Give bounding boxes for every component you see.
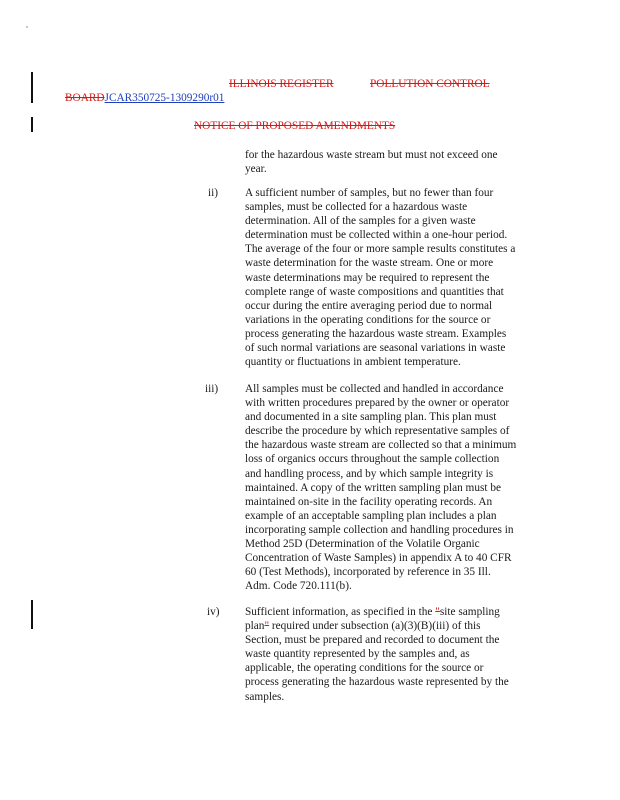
paragraph-number: iv)	[207, 606, 220, 618]
text-line: applicable, the operating conditions for the source or	[245, 662, 484, 675]
notice-title: NOTICE OF PROPOSED AMENDMENTS	[194, 120, 396, 132]
text-line: Adm. Code 720.111(b).	[245, 580, 352, 593]
text-line: waste quantity represented by the samples and, as	[245, 648, 470, 661]
text-line: and documented in a site sampling plan. This plan must	[245, 411, 497, 424]
paragraph-iii	[245, 382, 516, 593]
change-bar	[31, 117, 33, 132]
text-line: and handling process, and by which sample integrity is	[245, 467, 494, 480]
agency-code-line	[65, 91, 224, 105]
text-line: process generating the hazardous waste represented by the	[245, 676, 509, 689]
text-line: quantity or fluctuations in ambient temperature.	[245, 356, 461, 369]
text-line: for the hazardous waste stream but must not exceed one	[245, 149, 498, 161]
text-line: maintained. A copy of the written sampling plan must be	[245, 481, 502, 494]
text-line: complete range of waste compositions and quantities that	[245, 285, 504, 298]
notice-header	[194, 119, 395, 133]
text-line: waste determinations may be required to represent the	[245, 271, 490, 284]
text-line: 60 (Test Methods), incorporated by reference in 35 Ill.	[245, 566, 491, 579]
document-code: JCAR350725-1309290r01	[104, 92, 225, 104]
paragraph-number: ii)	[208, 187, 219, 199]
agency-header	[370, 77, 490, 91]
text-line: loss of organics occurs throughout the sample collection	[245, 453, 500, 466]
text-line: year.	[245, 163, 267, 176]
register-header	[229, 77, 334, 91]
text-line: incorporating sample collection and handling procedures in	[245, 523, 514, 536]
paragraph-iv	[245, 605, 509, 704]
text-line: samples, must be collected for a hazardous waste	[245, 201, 468, 214]
text-line: describe the procedure by which representative samples of	[245, 425, 510, 438]
text-line: A sufficient number of samples, but no fewer than four	[245, 187, 494, 199]
text-line: occur during the entire averaging period due to normal	[245, 299, 493, 312]
register-title: ILLINOIS REGISTER	[229, 78, 334, 90]
lead-paragraph	[245, 148, 498, 176]
deleted-quote-mark: "	[435, 606, 440, 618]
deleted-quote-mark: "	[264, 620, 270, 633]
text-line: with written procedures prepared by the owner or operator	[245, 397, 510, 410]
text-line	[245, 619, 509, 633]
text-line: All samples must be collected and handled in accordance	[245, 383, 504, 395]
text-line: waste determination for the waste stream. One or more	[245, 257, 494, 270]
text-line: process generating the hazardous waste stream. Examples	[245, 327, 507, 340]
change-bar	[31, 72, 33, 103]
scan-speck	[26, 26, 28, 28]
text-line: Section, must be prepared and recorded to document the	[245, 634, 500, 647]
text-fragment: plan	[245, 620, 265, 633]
agency-title: POLLUTION CONTROL	[370, 78, 490, 90]
text-line: of such normal variations are seasonal variations in waste	[245, 342, 506, 355]
text-fragment: site sampling	[439, 606, 500, 618]
text-line: Concentration of Waste Samples) in appendix A to 40 CFR	[245, 552, 512, 565]
text-line: maintained on-site in the facility operating records. An	[245, 495, 493, 508]
agency-board-deleted: BOARD	[65, 92, 105, 104]
text-line: example of an acceptable sampling plan includes a plan	[245, 509, 497, 522]
text-line: determination. All of the samples for a given waste	[245, 215, 476, 228]
paragraph-number: iii)	[205, 383, 219, 395]
text-fragment: Sufficient information, as specified in the	[245, 606, 436, 618]
text-fragment: required under subsection (a)(3)(B)(iii) of this	[269, 620, 481, 633]
paragraph-ii	[245, 186, 515, 369]
text-line: the hazardous waste stream are collected so that a minimum	[245, 439, 517, 452]
text-line: determination must be collected within a one-hour period.	[245, 229, 508, 242]
text-line: The average of the four or more sample results constitutes a	[245, 243, 516, 256]
text-line: samples.	[245, 690, 285, 703]
text-line: variations in the operating conditions for the source or	[245, 313, 491, 326]
change-bar	[31, 600, 33, 629]
text-line: Method 25D (Determination of the Volatile Organic	[245, 538, 480, 551]
text-line	[245, 605, 509, 619]
